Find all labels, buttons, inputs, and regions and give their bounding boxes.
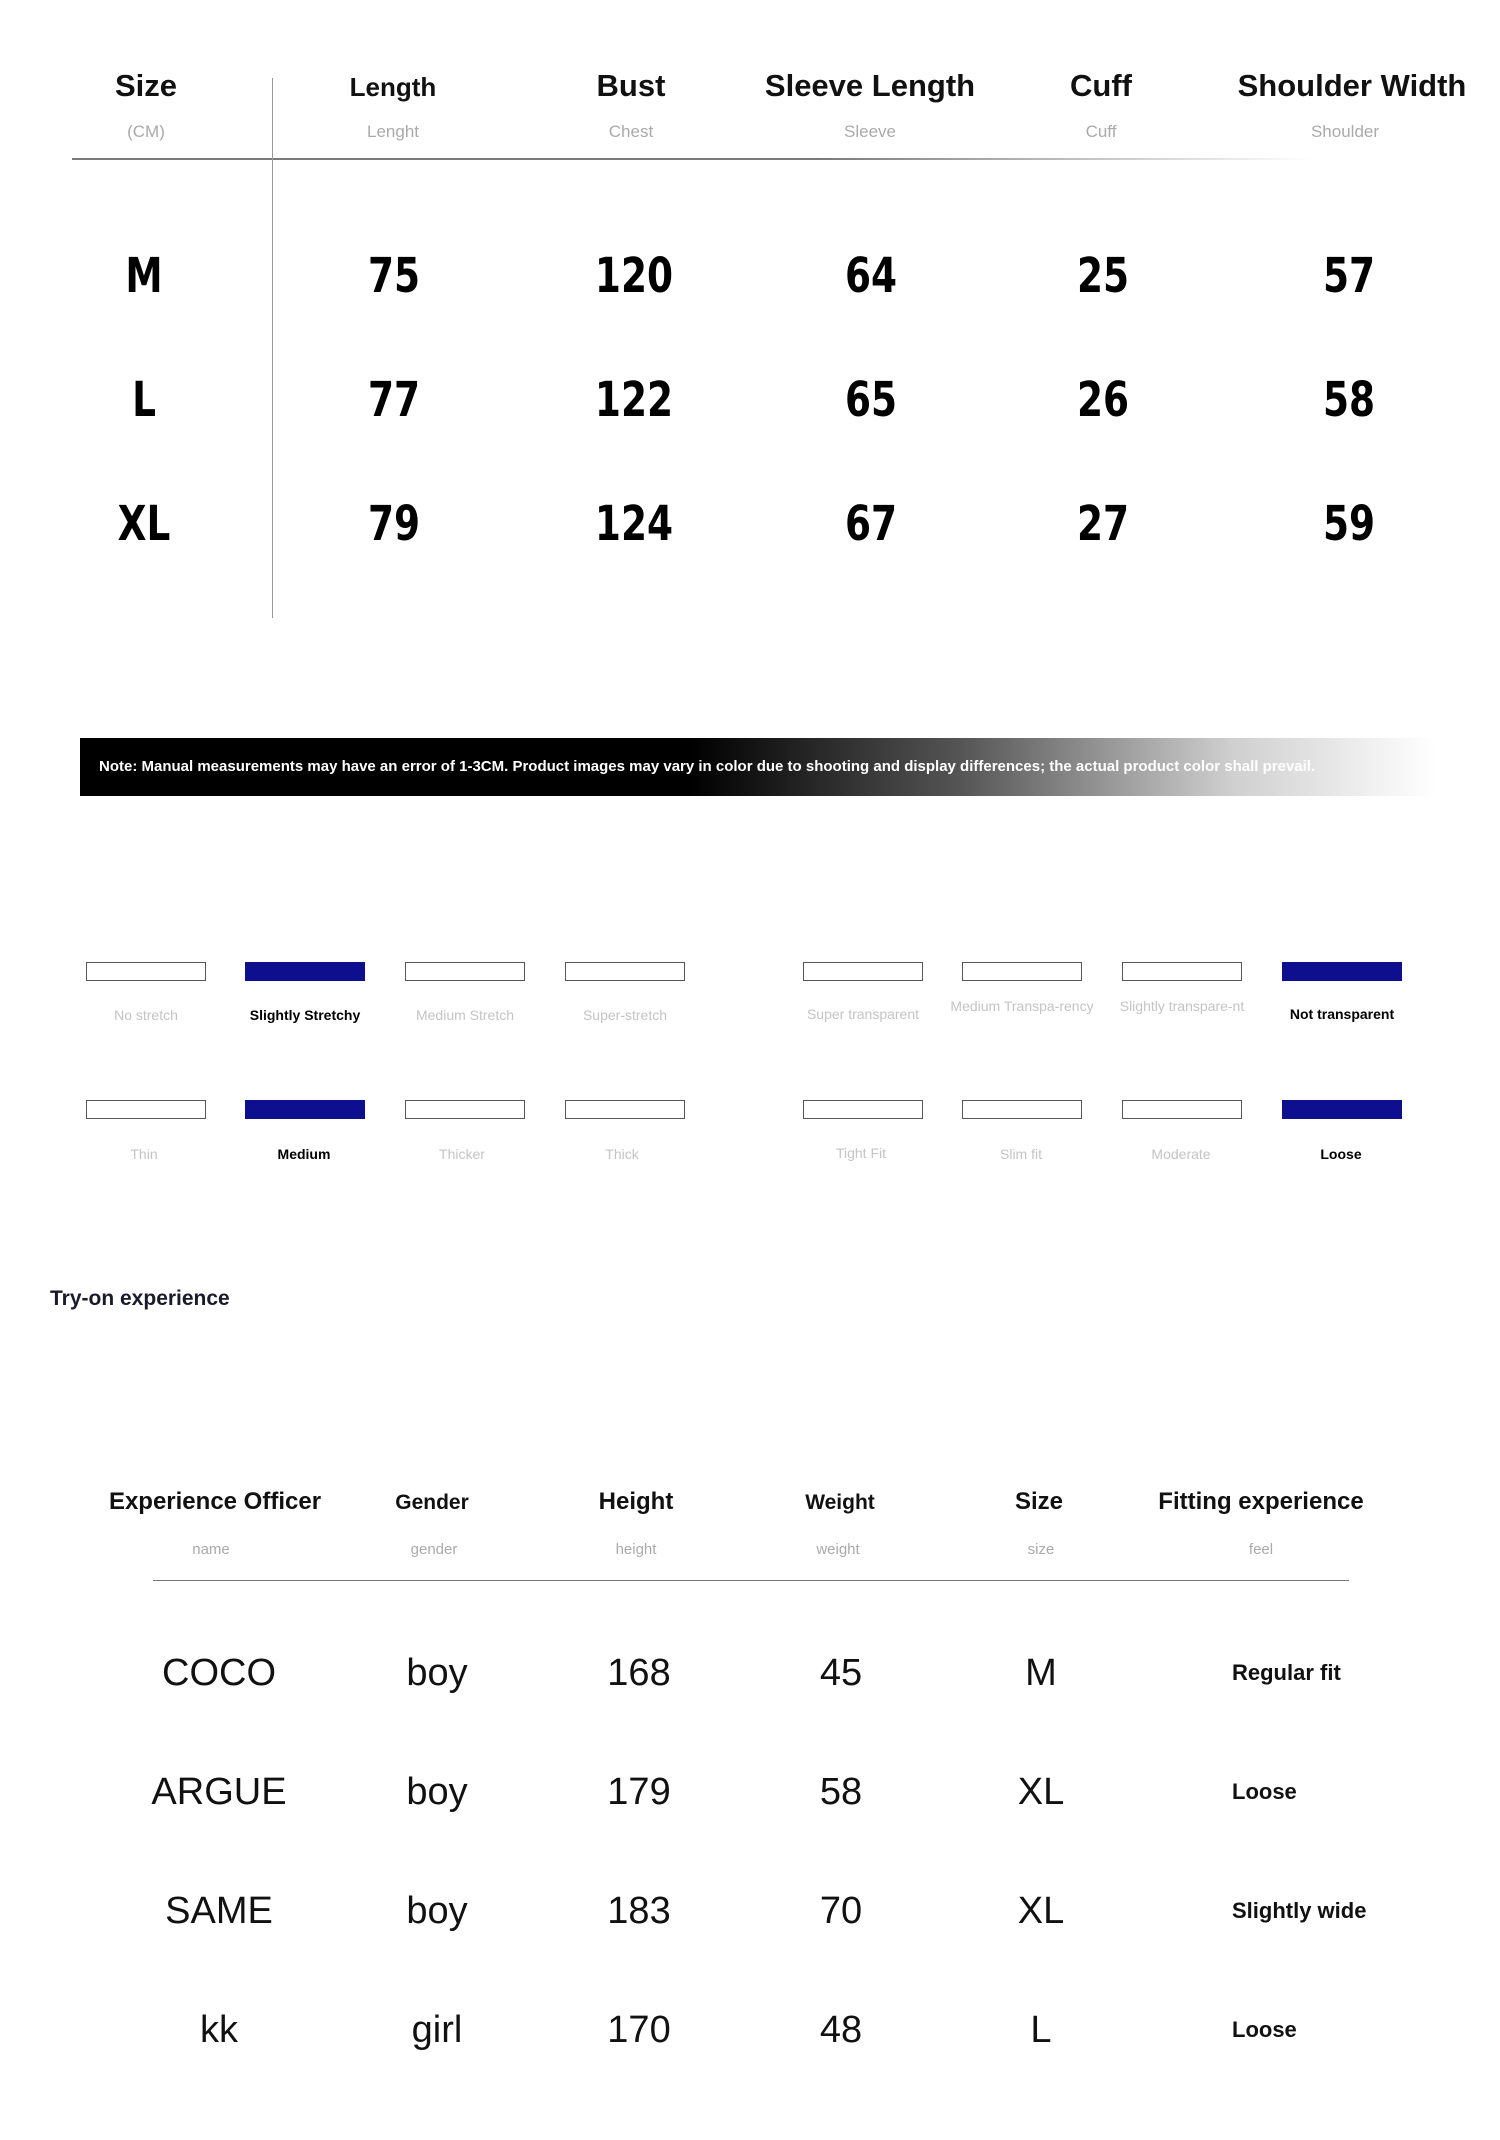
size-chart-header-shoulder-width: Shoulder Width (1237, 68, 1467, 103)
transparency-option-box (1282, 962, 1402, 981)
transparency-option-label: Slightly transpare-nt (1119, 998, 1245, 1014)
size-chart-cell: 64 (844, 248, 898, 304)
size-chart-cell: 27 (1076, 496, 1130, 552)
size-chart-header-sleeve-length: Sleeve Length (764, 68, 976, 103)
tryon-header-officer: Experience Officer (108, 1488, 322, 1515)
fit-option-box (962, 1100, 1082, 1119)
tryon-cell: boy (406, 1652, 468, 1694)
size-chart-header-cuff: Cuff (1070, 68, 1132, 103)
stretch-option-label: Medium Stretch (415, 1007, 515, 1023)
tryon-cell: boy (406, 1890, 468, 1932)
size-chart-sub-cuff: Cuff (1085, 122, 1117, 141)
tryon-fit-cell: Slightly wide (1232, 1898, 1367, 1923)
thickness-option-label: Thick (605, 1146, 639, 1162)
thickness-option-label: Thicker (439, 1146, 485, 1162)
tryon-cell: 179 (607, 1771, 671, 1813)
transparency-option-box (803, 962, 923, 981)
tryon-header-fitting: Fitting experience (1158, 1488, 1364, 1515)
transparency-option-box (1122, 962, 1242, 981)
size-chart-cell: 79 (367, 496, 421, 552)
tryon-cell: 45 (819, 1652, 863, 1694)
size-chart-cell: 122 (594, 372, 674, 428)
transparency-option-label: Super transparent (806, 1006, 920, 1022)
fit-option-box (1122, 1100, 1242, 1119)
transparency-option-label: Not transparent (1289, 1006, 1395, 1022)
size-chart-sub-shoulder: Shoulder (1310, 122, 1380, 141)
size-chart-cell: 77 (367, 372, 421, 428)
stretch-option-box (245, 962, 365, 981)
tryon-fit-cell: Loose (1232, 2017, 1297, 2042)
tryon-header-weight: Weight (805, 1491, 875, 1514)
size-chart-cell: 124 (594, 496, 674, 552)
thickness-option-label: Medium (277, 1146, 331, 1162)
tryon-cell: XL (1017, 1771, 1065, 1813)
thickness-option-label: Thin (130, 1146, 158, 1162)
tryon-cell: ARGUE (151, 1771, 287, 1813)
stretch-option-label: Super-stretch (582, 1007, 668, 1023)
size-chart-header-length: Length (349, 72, 437, 102)
size-chart-cell: 65 (844, 372, 898, 428)
tryon-cell: 183 (607, 1890, 671, 1932)
thickness-option-box (565, 1100, 685, 1119)
size-chart-cell: 25 (1076, 248, 1130, 304)
size-chart-cell: L (132, 372, 156, 428)
tryon-cell: 58 (819, 1771, 863, 1813)
tryon-fit-cell: Regular fit (1232, 1660, 1341, 1685)
tryon-cell: boy (406, 1771, 468, 1813)
size-chart-cell: 57 (1322, 248, 1376, 304)
tryon-sub-height: height (615, 1541, 657, 1558)
stretch-option-label: No stretch (114, 1007, 178, 1023)
thickness-option-box (405, 1100, 525, 1119)
size-chart-cell: M (125, 248, 163, 304)
size-chart-sub-length: Lenght (367, 122, 419, 141)
tryon-sub-size: size (1027, 1541, 1055, 1558)
size-chart-cell: 59 (1322, 496, 1376, 552)
size-chart-divider (72, 158, 1312, 160)
size-chart-sub-bust: Chest (608, 122, 654, 141)
tryon-section-title: Try-on experience (50, 1287, 230, 1310)
tryon-cell: M (1025, 1652, 1057, 1694)
tryon-fit-cell: Loose (1232, 1779, 1297, 1804)
tryon-sub-weight: weight (816, 1541, 860, 1558)
stretch-option-box (86, 962, 206, 981)
fit-option-label: Moderate (1151, 1146, 1211, 1162)
stretch-option-label: Slightly Stretchy (249, 1007, 361, 1023)
tryon-header-gender: Gender (395, 1491, 469, 1514)
fit-option-label: Tight Fit (835, 1145, 887, 1161)
fit-option-box (803, 1100, 923, 1119)
size-chart-header-bust: Bust (596, 68, 666, 103)
fit-option-box (1282, 1100, 1402, 1119)
transparency-option-box (962, 962, 1082, 981)
tryon-divider (153, 1580, 1349, 1581)
thickness-option-box (86, 1100, 206, 1119)
tryon-cell: COCO (162, 1652, 276, 1694)
size-chart-cell: 75 (367, 248, 421, 304)
size-chart-cell: XL (117, 496, 171, 552)
transparency-option-label: Medium Transpa-rency (950, 998, 1094, 1014)
thickness-option-box (245, 1100, 365, 1119)
size-chart-cell: 67 (844, 496, 898, 552)
size-chart-sub-sleeve: Sleeve (844, 122, 896, 141)
tryon-cell: 168 (607, 1652, 671, 1694)
tryon-cell: 48 (819, 2009, 863, 2051)
tryon-cell: L (1030, 2009, 1052, 2051)
tryon-cell: girl (411, 2009, 463, 2051)
tryon-cell: XL (1017, 1890, 1065, 1932)
size-chart-cell: 120 (594, 248, 674, 304)
size-chart-column-divider (272, 78, 273, 618)
tryon-sub-gender: gender (410, 1541, 458, 1558)
stretch-option-box (565, 962, 685, 981)
size-chart-cell: 58 (1322, 372, 1376, 428)
tryon-sub-name: name (192, 1541, 230, 1558)
size-chart-sub-size: (CM) (127, 122, 165, 141)
size-chart-cell: 26 (1076, 372, 1130, 428)
stretch-option-box (405, 962, 525, 981)
fit-option-label: Slim fit (1000, 1146, 1042, 1162)
tryon-header-size: Size (1014, 1488, 1064, 1515)
tryon-cell: kk (200, 2009, 238, 2051)
tryon-cell: SAME (165, 1890, 273, 1932)
size-chart-header-size: Size (114, 68, 178, 103)
tryon-header-height: Height (598, 1488, 674, 1515)
tryon-cell: 70 (819, 1890, 863, 1932)
fit-option-label: Loose (1320, 1146, 1362, 1162)
measurement-note: Note: Manual measurements may have an error of 1-3CM. Product images may vary in color due to shooting and display differences; the actual product color shall prevail. (80, 738, 1435, 796)
tryon-sub-feel: feel (1248, 1541, 1274, 1558)
tryon-cell: 170 (607, 2009, 671, 2051)
